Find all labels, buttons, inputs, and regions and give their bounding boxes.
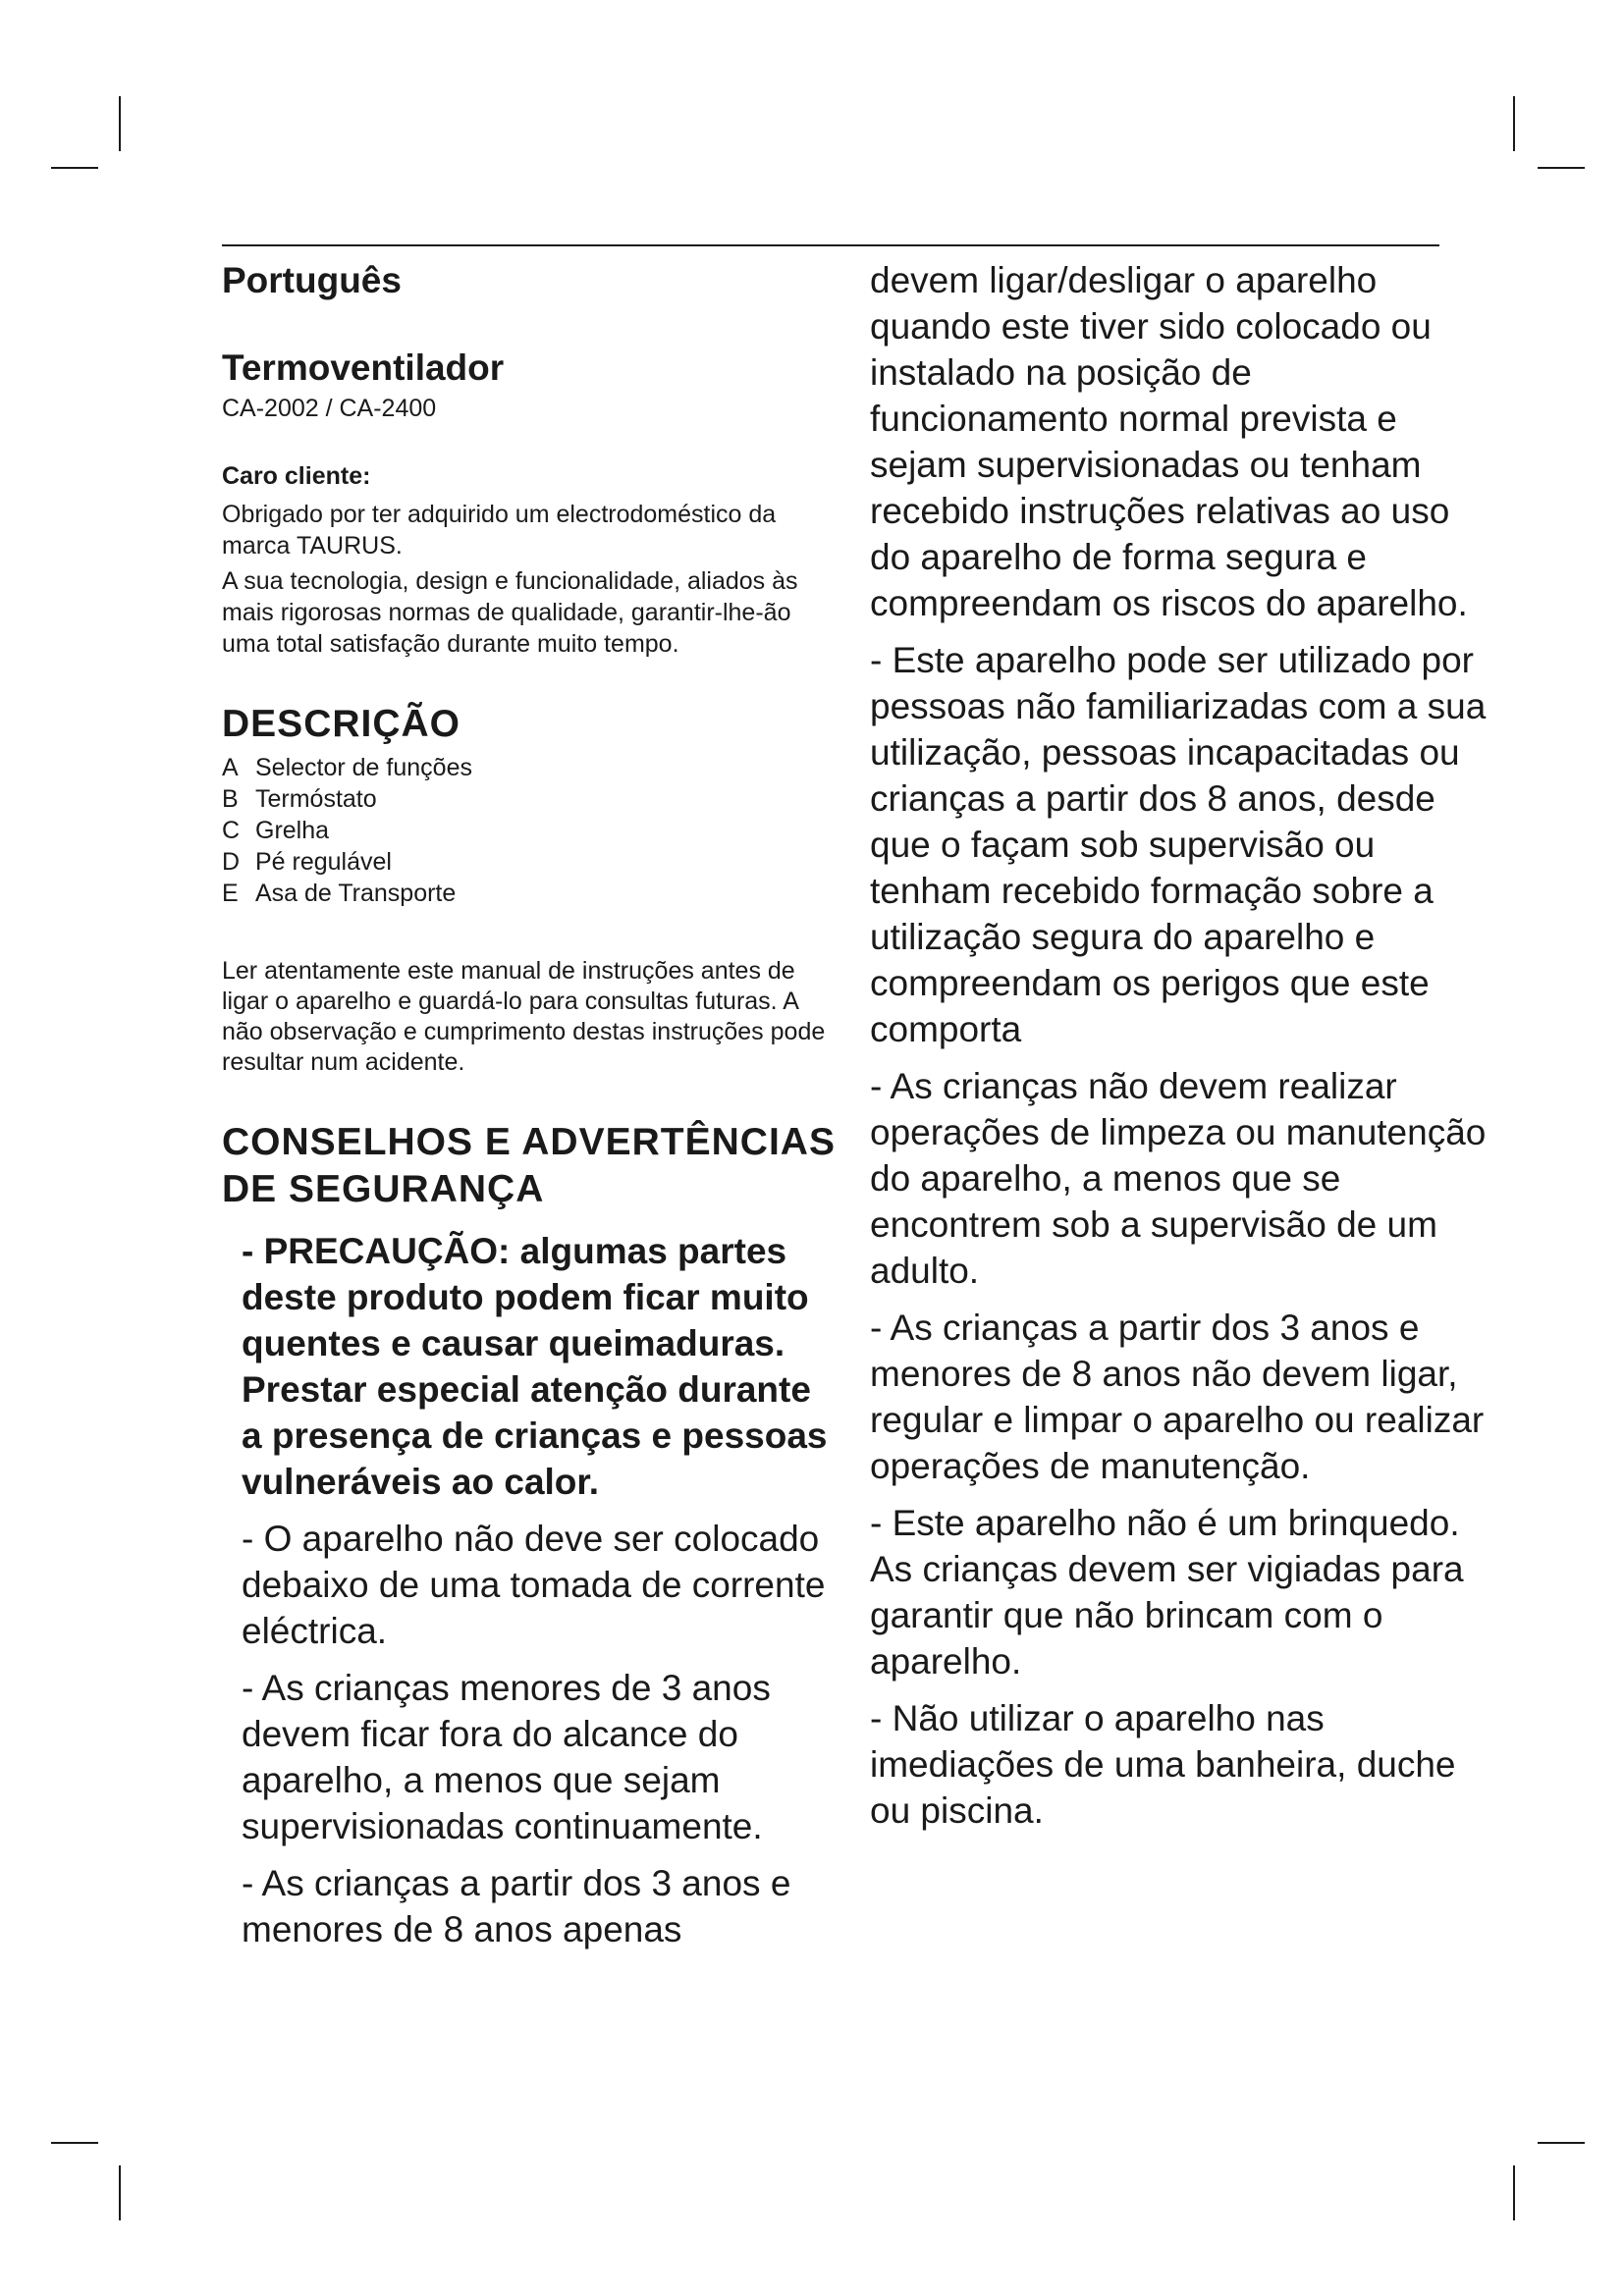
crop-mark-top-right-vertical bbox=[1513, 96, 1515, 151]
safety-warning: - Este aparelho não é um brinquedo. As crianças devem ser vigiadas para garantir que não brincam com o aparelho. bbox=[870, 1503, 1464, 1682]
safety-warning: - As crianças não devem realizar operações de limpeza ou manutenção do aparelho, a menos que se encontrem sob a supervisão de um adulto. bbox=[870, 1066, 1487, 1291]
crop-mark-bottom-left-vertical bbox=[119, 2165, 121, 2220]
model-numbers: CA-2002 / CA-2400 bbox=[222, 395, 437, 423]
reading-note: Ler atentamente este manual de instruções antes de ligar o aparelho e guardá-lo para consultas futuras. A não observação e cumprimento destas instruções pode resultar num acidente. bbox=[222, 956, 826, 1076]
right-column bbox=[870, 257, 1498, 1844]
safety-warning: - As crianças a partir dos 3 anos e menores de 8 anos apenas bbox=[242, 1863, 791, 1950]
safety-warning: - Este aparelho pode ser utilizado por pessoas não familiarizadas com a sua utilização, pessoas incapacitadas ou crianças a partir dos 8 anos, desde que o façam sob supervisão ou tenham recebido formação sobre a utilização segura do aparelho e compreendam os perigos que este comporta bbox=[870, 640, 1487, 1049]
caution-warning: - PRECAUÇÃO: algumas partes deste produto podem ficar muito quentes e causar queimaduras. Prestar especial atenção durante a presença de crianças e pessoas vulneráveis ao calor. bbox=[242, 1231, 828, 1503]
crop-mark-bottom-left-horizontal bbox=[51, 2142, 98, 2144]
safety-heading: CONSELHOS E ADVERTÊNCIAS DE SEGURANÇA bbox=[222, 1120, 836, 1210]
description-heading: DESCRIÇÃO bbox=[222, 703, 461, 746]
intro-section bbox=[222, 462, 840, 660]
parts-list-item: D Pé regulável bbox=[222, 847, 392, 876]
safety-warning: - O aparelho não deve ser colocado debaixo de uma tomada de corrente eléctrica. bbox=[242, 1519, 826, 1652]
header-rule bbox=[222, 244, 1439, 246]
crop-mark-top-left-vertical bbox=[119, 96, 121, 151]
parts-list-item: C Grelha bbox=[222, 816, 330, 844]
language-title: Português bbox=[222, 260, 402, 300]
parts-list-item: A Selector de funções bbox=[222, 753, 472, 781]
left-column bbox=[222, 257, 840, 1963]
safety-warning: - Não utilizar o aparelho nas imediações de uma banheira, duche ou piscina. bbox=[870, 1698, 1456, 1831]
crop-mark-bottom-right-vertical bbox=[1513, 2165, 1515, 2220]
parts-list-item: E Asa de Transporte bbox=[222, 879, 457, 907]
parts-list bbox=[222, 752, 840, 909]
intro-paragraph: A sua tecnologia, design e funcionalidade, aliados às mais rigorosas normas de qualidade, garantir-lhe-ão uma total satisfação durante muito tempo. bbox=[222, 567, 798, 659]
parts-list-item: B Termóstato bbox=[222, 784, 377, 813]
crop-mark-top-right-horizontal bbox=[1538, 167, 1585, 169]
crop-mark-bottom-right-horizontal bbox=[1538, 2142, 1585, 2144]
safety-warning: - As crianças a partir dos 3 anos e menores de 8 anos não devem ligar, regular e limpar o aparelho ou realizar operações de manutenção. bbox=[870, 1308, 1485, 1486]
greeting: Caro cliente: bbox=[222, 462, 371, 491]
safety-warning-continuation: devem ligar/desligar o aparelho quando este tiver sido colocado ou instalado na posição de funcionamento normal prevista e sejam supervisionadas ou tenham recebido instruções relativas ao uso do aparelho de forma segura e compreendam os riscos do aparelho. bbox=[870, 260, 1468, 623]
product-name: Termoventilador bbox=[222, 347, 505, 389]
crop-mark-top-left-horizontal bbox=[51, 167, 98, 169]
intro-paragraph: Obrigado por ter adquirido um electrodoméstico da marca TAURUS. bbox=[222, 501, 777, 561]
safety-warning: - As crianças menores de 3 anos devem ficar fora do alcance do aparelho, a menos que sejam supervisionadas continuamente. bbox=[242, 1668, 771, 1847]
